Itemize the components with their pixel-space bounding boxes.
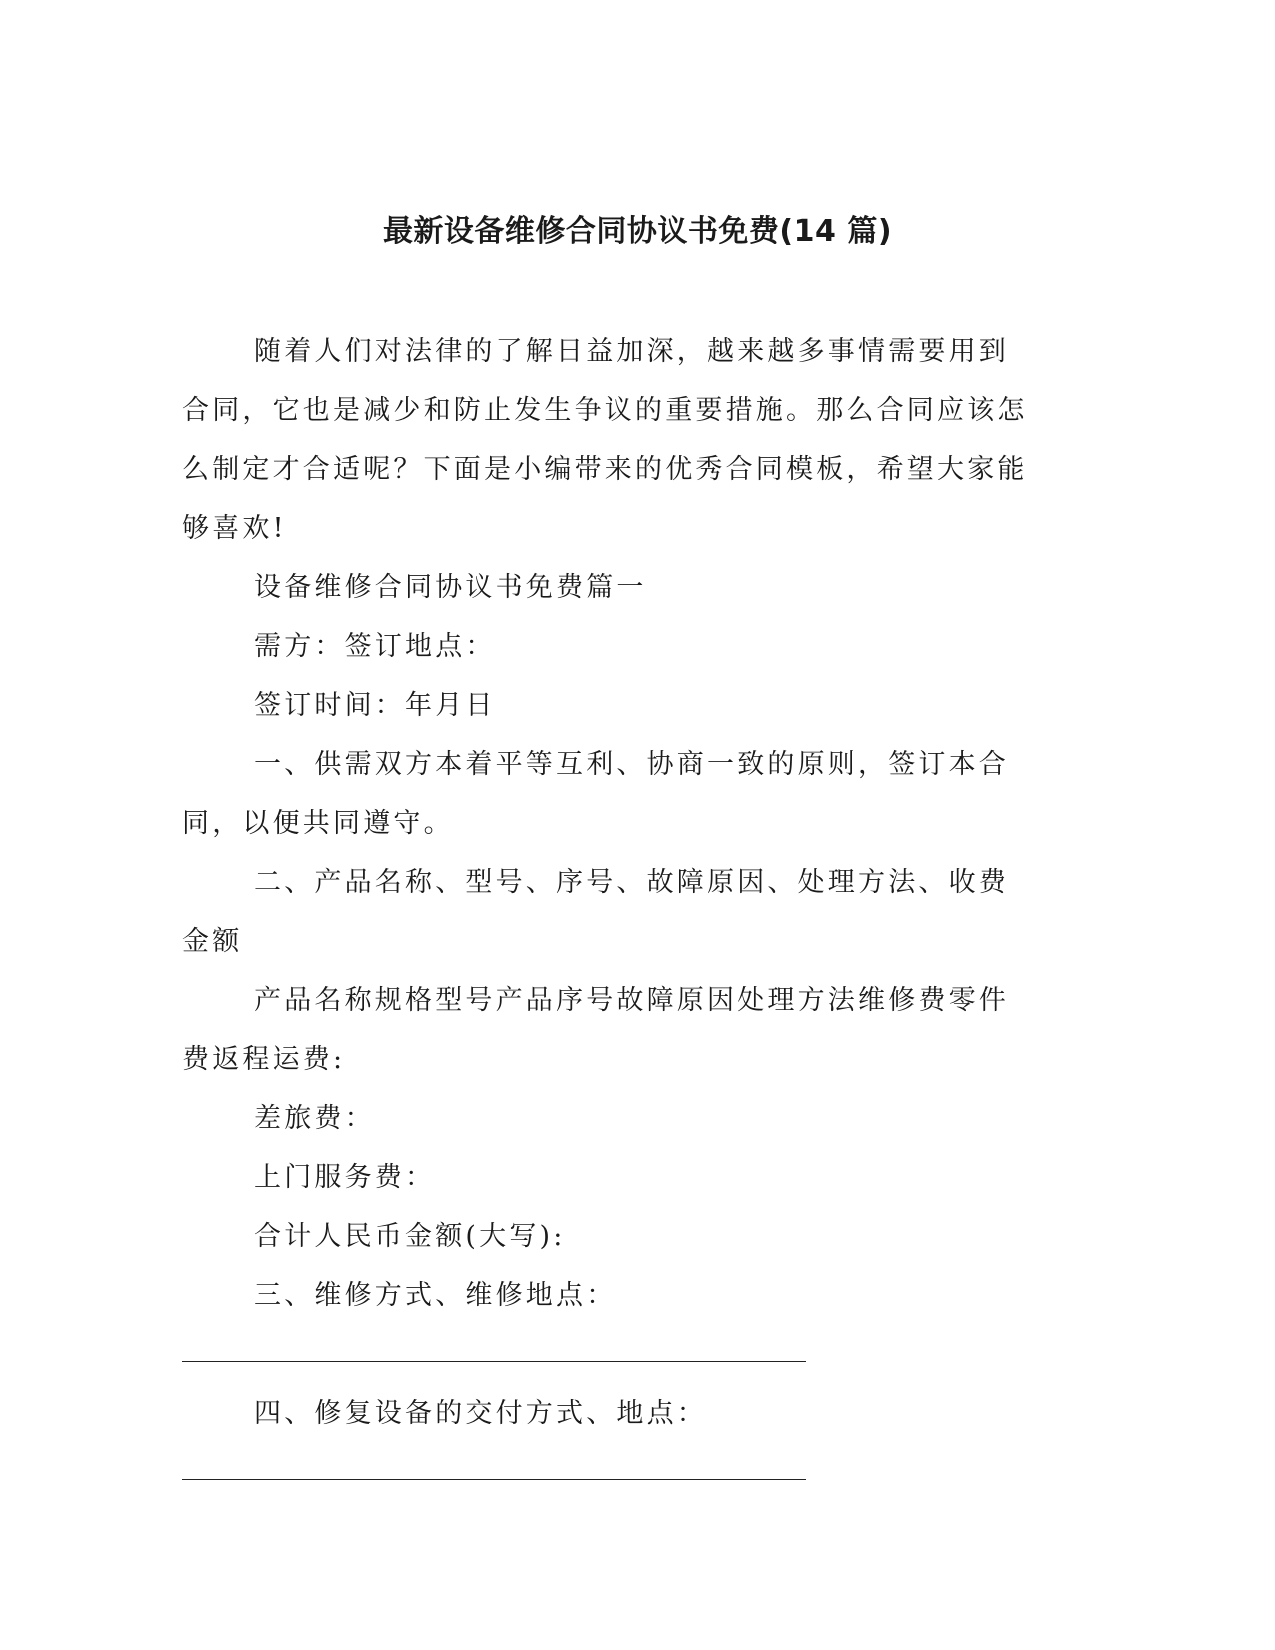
travel-fee-line: 差旅费： bbox=[254, 1103, 375, 1134]
blank-line-1 bbox=[182, 1325, 1037, 1384]
buyer-line: 需方：签订地点： bbox=[254, 631, 496, 662]
clause-one: 一、供需双方本着平等互利、协商一致的原则，签订本合同，以便共同遵守。 bbox=[182, 749, 1009, 839]
underline-rule bbox=[182, 1479, 806, 1480]
total-amount-line: 合计人民币金额(大写): bbox=[254, 1221, 566, 1252]
product-fields-line: 产品名称规格型号产品序号故障原因处理方法维修费零件费返程运费: bbox=[182, 985, 1009, 1075]
signing-date-line: 签订时间：年月日 bbox=[254, 690, 496, 721]
clause-two: 二、产品名称、型号、序号、故障原因、处理方法、收费金额 bbox=[182, 867, 1009, 957]
section-heading: 设备维修合同协议书免费篇一 bbox=[254, 572, 647, 603]
clause-four: 四、修复设备的交付方式、地点： bbox=[254, 1398, 707, 1429]
intro-paragraph: 随着人们对法律的了解日益加深，越来越多事情需要用到合同，它也是减少和防止发生争议的重要措施。那么合同应该怎么制定才合适呢？下面是小编带来的优秀合同模板，希望大家能够喜欢! bbox=[182, 336, 1028, 544]
document-title: 最新设备维修合同协议书免费(14 篇) bbox=[382, 214, 893, 249]
underline-rule bbox=[182, 1361, 806, 1362]
service-fee-line: 上门服务费： bbox=[254, 1162, 436, 1193]
document-body bbox=[182, 322, 1037, 1502]
blank-line-2 bbox=[182, 1443, 1037, 1502]
clause-three: 三、维修方式、维修地点： bbox=[254, 1280, 617, 1311]
